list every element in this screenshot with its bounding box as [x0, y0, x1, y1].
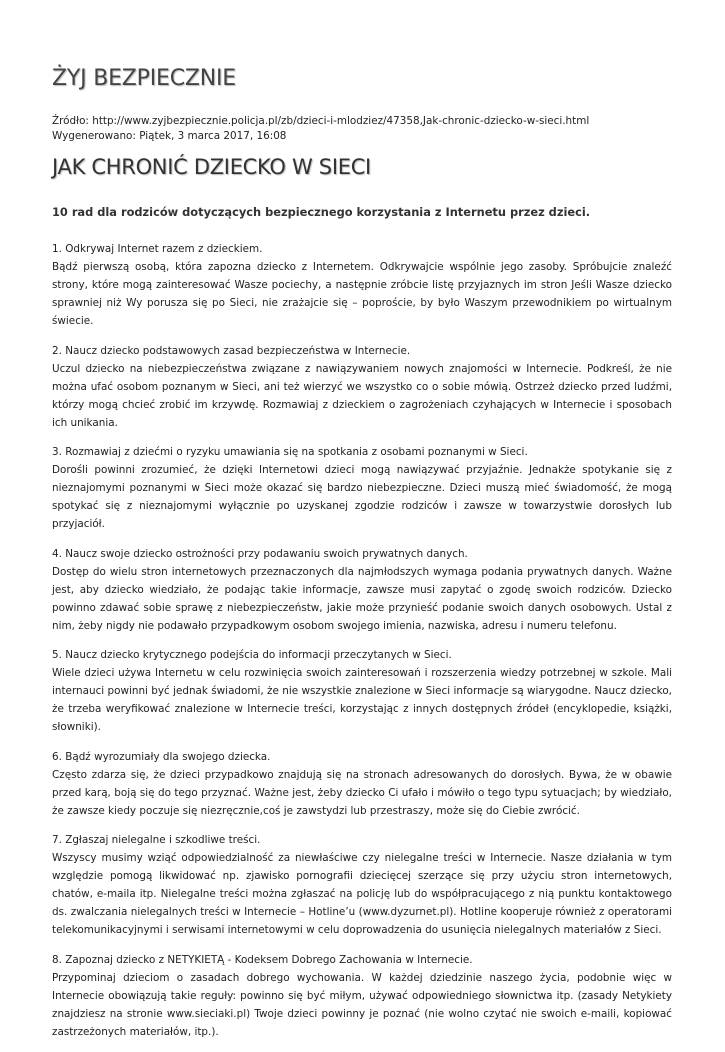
- generated-line: Wygenerowano: Piątek, 3 marca 2017, 16:08: [52, 130, 287, 142]
- tip-item: [52, 342, 672, 432]
- tip-item: [52, 646, 672, 736]
- site-title: ŻYJ BEZPIECZNIE: [52, 66, 236, 91]
- tip-item: [52, 240, 672, 330]
- tips-list: [52, 240, 672, 1052]
- tip-heading: 1. Odkrywaj Internet razem z dzieckiem.: [52, 243, 263, 255]
- source-line: Źródło: http://www.zyjbezpiecznie.policja.pl/zb/dzieci-i-mlodziez/47358,Jak-chronic-dziecko-w-sieci.html: [52, 115, 590, 127]
- tip-item: [52, 443, 672, 533]
- tip-body: Wiele dzieci używa Internetu w celu rozwinięcia swoich zainteresowań i rozszerzenia wiedzy potrzebnej w szkole. Mali internauci powinni być jednak świadomi, że nie wszystkie znalezione w Sieci informacje są wiarygodne. Naucz dziecko, że trzeba weryfikować znalezione w Internecie treści, korzystając z innych dostępnych źródeł (encyklopedie, książki, słowniki).: [52, 667, 672, 733]
- tip-heading: 4. Naucz swoje dziecko ostrożności przy podawaniu swoich prywatnych danych.: [52, 547, 468, 560]
- tip-item: [52, 831, 672, 939]
- tip-body: Uczul dziecko na niebezpieczeństwa związane z nawiązywaniem nowych znajomości w Internecie. Podkreśl, że nie można ufać osobom poznanym w Sieci, ani też wierzyć we wszystko co o sobie mówią. Ostrzeż dziecko przed ludźmi, którzy mogą chcieć zrobić im krzywdę. Rozmawiaj z dzieckiem o zagrożeniach czyhających w Internecie i sposobach ich unikania.: [52, 362, 672, 429]
- tip-body: Dorośli powinni zrozumieć, że dzięki Internetowi dzieci mogą nawiązywać przyjaźnie. Jednakże spotykanie się z nieznajomymi poznanymi w Sieci może okazać się bardzo niebezpieczne. Dzieci muszą mieć świadomość, że mogą spotykać się z nieznajomymi wyłącznie po uzyskanej zgodzie rodziców i zawsze w towarzystwie dorosłych lub przyjaciół.: [52, 464, 672, 530]
- tip-heading: 8. Zapoznaj dziecko z NETYKIETĄ - Kodeksem Dobrego Zachowania w Internecie.: [52, 953, 473, 966]
- article-lead: 10 rad dla rodziców dotyczących bezpiecznego korzystania z Internetu przez dzieci.: [52, 205, 591, 219]
- tip-body: Dostęp do wielu stron internetowych przeznaczonych dla najmłodszych wymaga podania prywatnych danych. Ważne jest, aby dziecko wiedziało, że podając takie informacje, zawsze musi zapytać o zgodę swoich rodziców. Dziecko powinno zdawać sobie sprawę z niebezpieczeństw, jakie może przynieść podanie swoich danych osobowych. Ustal z nim, żeby nigdy nie podawało przypadkowym osobom swojego imienia, nazwiska, adresu i numeru telefonu.: [52, 565, 672, 632]
- tip-heading: 7. Zgłaszaj nielegalne i szkodliwe treści.: [52, 834, 261, 846]
- article-title: JAK CHRONIĆ DZIECKO W SIECI: [52, 155, 371, 179]
- tip-heading: 6. Bądź wyrozumiały dla swojego dziecka.: [52, 750, 271, 763]
- tip-body: Przypominaj dzieciom o zasadach dobrego wychowania. W każdej dziedzinie naszego życia, podobnie więc w Internecie obowiązują takie reguły: powinno się być miłym, używać odpowiedniego słownictwa itp. (zasady Netykiety znajdziesz na stronie www.sieciaki.pl) Twoje dzieci powinny je poznać (nie wolno czytać nie swoich e-maili, kopiować zastrzeżonych materiałów, itp.).: [52, 971, 672, 1038]
- tip-heading: 2. Naucz dziecko podstawowych zasad bezpieczeństwa w Internecie.: [52, 344, 411, 357]
- tip-item: [52, 545, 672, 635]
- tip-body: Często zdarza się, że dzieci przypadkowo znajdują się na stronach adresowanych do dorosłych. Bywa, że w obawie przed karą, boją się do tego przyznać. Ważne jest, żeby dziecko Ci ufało i mówiło o tego typu sytuacjach; by wiedziało, że zawsze kiedy poczuje się niezręcznie,coś je zawstydzi lub przestraszy, może się do Ciebie zwrócić.: [52, 768, 672, 817]
- tip-body: Wszyscy musimy wziąć odpowiedzialność za niewłaściwe czy nielegalne treści w Internecie. Nasze działania w tym względzie pomogą likwidować np. zjawisko pornografii dziecięcej szerzące się przy użyciu stron internetowych, chatów, e-maila itp. Nielegalne treści można zgłaszać na policję lub do współpracującego z nią punktu kontaktowego ds. zwalczania nielegalnych treści w Internecie – Hotline’u (www.dyzurnet.pl). Hotline kooperuje również z operatorami telekomunikacyjnymi i serwisami internetowymi w celu doprowadzenia do usunięcia nielegalnych materiałów z Sieci.: [52, 852, 672, 936]
- tip-heading: 3. Rozmawiaj z dziećmi o ryzyku umawiania się na spotkania z osobami poznanymi w Sieci.: [52, 446, 528, 458]
- document-meta: [52, 114, 589, 144]
- tip-item: [52, 951, 672, 1041]
- tip-item: [52, 748, 672, 820]
- tip-body: Bądź pierwszą osobą, która zapozna dziecko z Internetem. Odkrywajcie wspólnie jego zasoby. Spróbujcie znaleźć strony, które mogą zainteresować Wasze pociechy, a następnie zróbcie listę przyjaznych im stron Jeśli Wasze dziecko sprawniej niż Wy porusza się po Sieci, nie zrażajcie się – poproście, by było Waszym przewodnikiem po wirtualnym świecie.: [52, 261, 672, 327]
- tip-heading: 5. Naucz dziecko krytycznego podejścia do informacji przeczytanych w Sieci.: [52, 649, 452, 661]
